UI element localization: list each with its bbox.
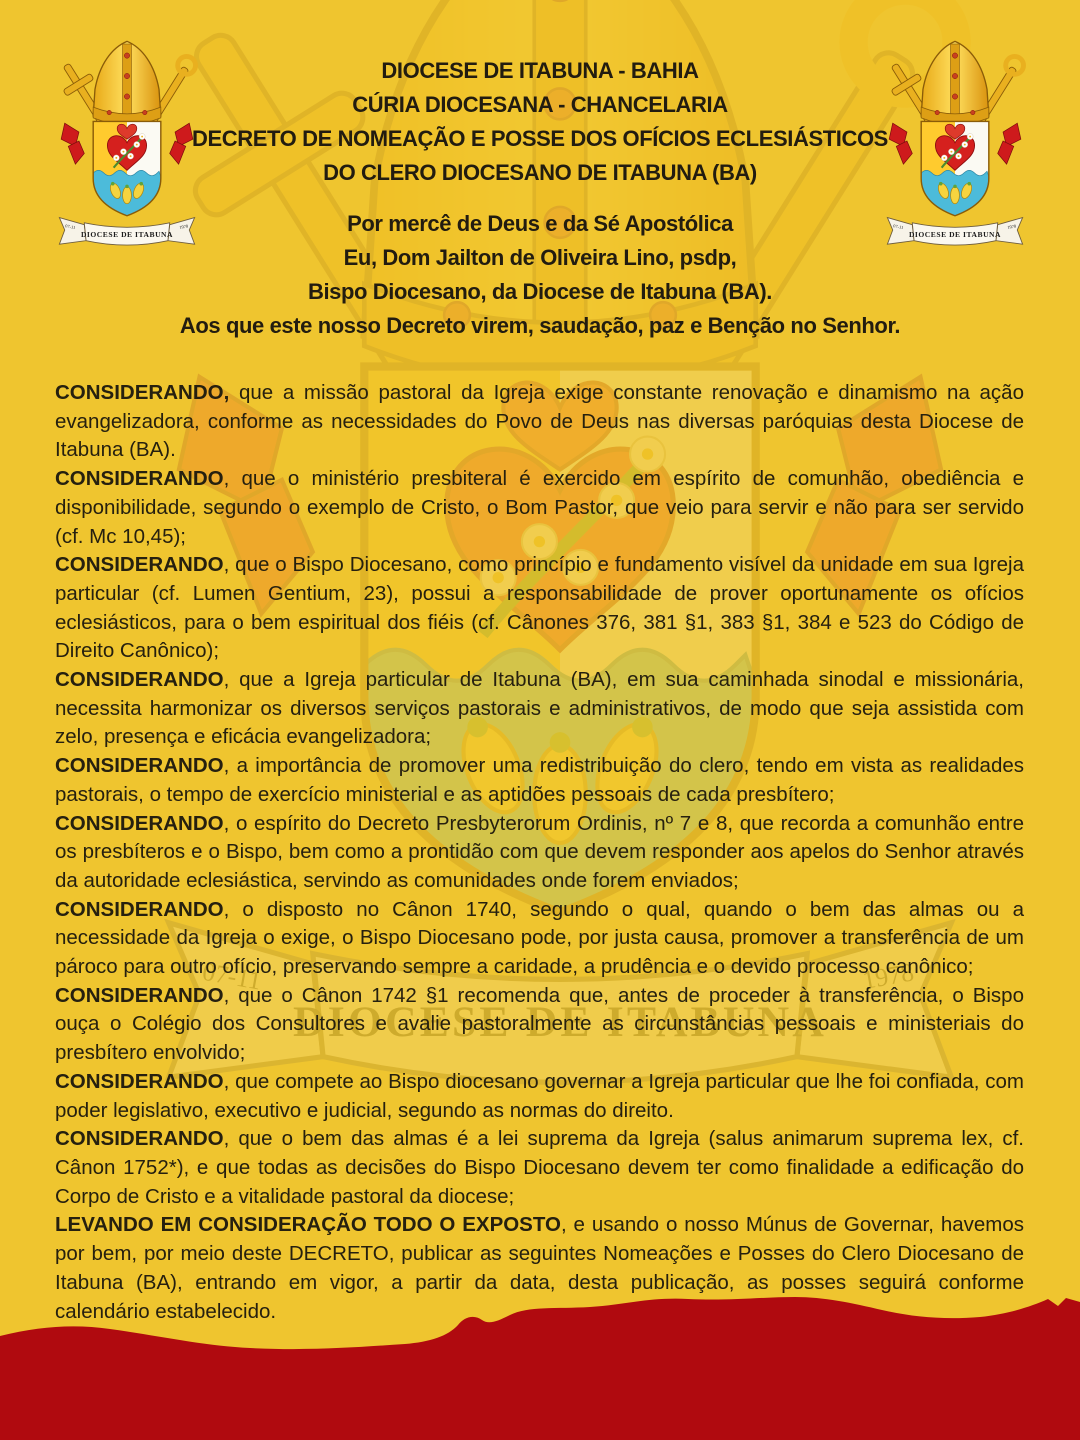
paragraph-lead: CONSIDERANDO [55, 1069, 224, 1093]
salutation-line: Aos que este nosso Decreto virem, saudação, paz e Benção no Senhor. [179, 313, 901, 338]
paragraph-text: , que o bem das almas é a lei suprema da Igreja (salus animarum suprema lex, cf. Cânon 1752*), e que todas as decisões do Bispo Diocesano devem ter como finalidade a edificação do Corpo de Cristo e a vitalidade pastoral da diocese; [55, 1127, 1024, 1208]
paragraph-lead: CONSIDERANDO [55, 811, 224, 835]
decree-paragraph [55, 810, 1024, 896]
header-line: CÚRIA DIOCESANA - CHANCELARIA [352, 92, 728, 117]
salutation-line: Eu, Dom Jailton de Oliveira Lino, psdp, [343, 245, 737, 270]
decree-paragraph [55, 1068, 1024, 1125]
decree-paragraph [55, 465, 1024, 551]
paragraph-text: , que o Bispo Diocesano, como princípio e fundamento visível da unidade em sua Igreja particular (cf. Lumen Gentium, 23), possui a responsabilidade de prover oportunamente os ofícios eclesiásticos, para o bem espiritual dos fiéis (cf. Cânones 376, 381 §1, 383 §1, 384 e 523 do Código de Direito Canônico); [55, 553, 1024, 663]
decree-paragraph [55, 551, 1024, 666]
paragraph-lead: CONSIDERANDO [55, 1127, 224, 1151]
paragraph-text: , que o ministério presbiteral é exercido em espírito de comunhão, obediência e disponibilidade, segundo o exemplo de Cristo, o Bom Pastor, que veio para servir e não para ser servido (cf. Mc 10,45); [55, 467, 1024, 548]
paragraph-text: , que compete ao Bispo diocesano governar a Igreja particular que lhe foi confiada, com poder legislativo, executivo e judicial, segundo as normas do direito. [55, 1069, 1024, 1122]
paragraph-lead: CONSIDERANDO [55, 983, 224, 1007]
decree-paragraph [55, 752, 1024, 809]
paragraph-text: , o espírito do Decreto Presbyterorum Ordinis, nº 7 e 8, que recorda a comunhão entre os presbíteros e o Bispo, bem como a prontidão com que devem responder aos apelos do Senhor através da autoridade eclesiástica, servindo as comunidades onde forem enviados; [55, 811, 1024, 892]
document-header [0, 54, 1080, 190]
salutation-line: Por mercê de Deus e da Sé Apostólica [347, 211, 733, 236]
decree-paragraph [55, 982, 1024, 1068]
paragraph-text: , que a Igreja particular de Itabuna (BA), em sua caminhada sinodal e missionária, necessita harmonizar os diversos serviços pastorais e administrativos, de modo que seja assistida com zelo, presença e eficácia evangelizadora; [55, 668, 1024, 749]
paragraph-lead: LEVANDO EM CONSIDERAÇÃO TODO O EXPOSTO [55, 1213, 561, 1237]
decree-paragraph [55, 379, 1024, 465]
paragraph-text: , a importância de promover uma redistribuição do clero, tendo em vista as realidades pastorais, o tempo de exercício ministerial e as aptidões pessoais de cada presbítero; [55, 754, 1024, 806]
salutation-line: Bispo Diocesano, da Diocese de Itabuna (BA). [307, 279, 773, 304]
paragraph-lead: CONSIDERANDO [55, 897, 224, 921]
decree-paragraph [55, 896, 1024, 982]
torn-paper-band [0, 1294, 1080, 1440]
paragraph-text: , que o Cânon 1742 §1 recomenda que, antes de proceder à transferência, o Bispo ouça o Colégio dos Consultores e avalie pastoralmente as circunstâncias pessoais e ministeriais do presbítero envolvido; [55, 983, 1024, 1065]
paragraph-lead: CONSIDERANDO [55, 553, 224, 577]
decree-paragraph [55, 1125, 1024, 1211]
header-line: DIOCESE DE ITABUNA - BAHIA [381, 58, 699, 83]
paragraph-text: , e usando o nosso Múnus de Governar, havemos por bem, por meio deste DECRETO, publicar as seguintes Nomeações e Posses do Clero Diocesano de Itabuna (BA), entrando em vigor, a partir da data, desta publicação, as posses seguirá conforme calendário estabelecido. [55, 1213, 1025, 1323]
paragraph-lead: CONSIDERANDO, [55, 381, 230, 404]
paragraph-lead: CONSIDERANDO [55, 754, 224, 778]
paragraph-lead: CONSIDERANDO [55, 467, 224, 491]
paragraph-lead: CONSIDERANDO [55, 668, 224, 692]
header-line: DO CLERO DIOCESANO DE ITABUNA (BA) [323, 160, 757, 185]
decree-paragraph [55, 666, 1024, 752]
paragraph-text: , o disposto no Cânon 1740, segundo o qual, quando o bem das almas ou a necessidade da Igreja o exige, o Bispo Diocesano pode, por justa causa, promover a transferência de um pároco para outro ofício, preservando sempre a caridade, a prudência e o devido processo canônico; [55, 897, 1024, 979]
header-line: DECRETO DE NOMEAÇÃO E POSSE DOS OFÍCIOS ECLESIÁSTICOS [192, 126, 888, 151]
document-salutation [0, 207, 1080, 343]
decree-body [55, 379, 1024, 1326]
paragraph-text: que a missão pastoral da Igreja exige constante renovação e dinamismo na ação evangelizadora, conforme as necessidades do Povo de Deus nas diversas paróquias desta Diocese de Itabuna (BA). [55, 381, 1024, 462]
